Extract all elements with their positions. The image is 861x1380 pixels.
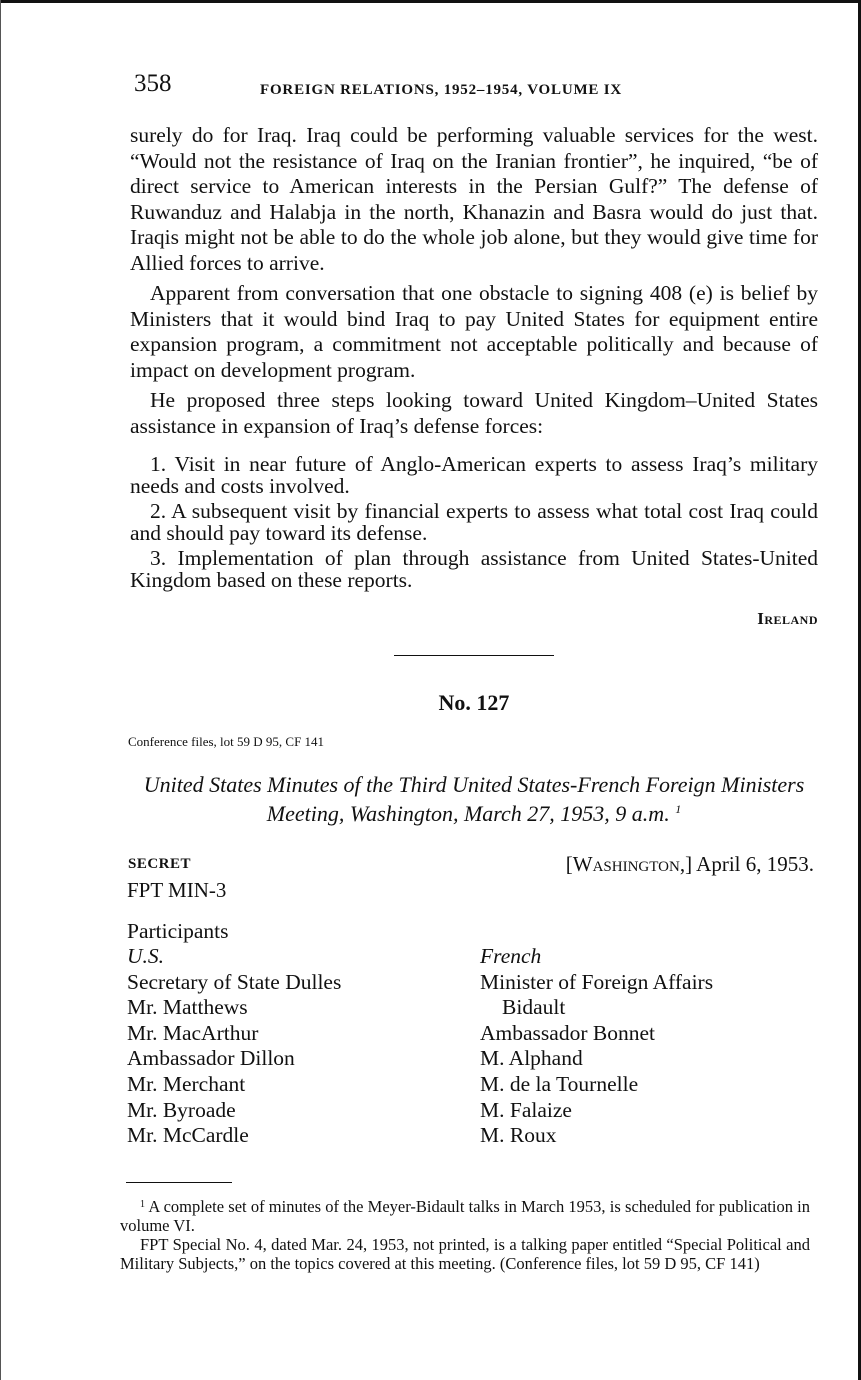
participant-name: Bidault — [502, 995, 566, 1020]
running-head — [130, 70, 818, 106]
participant-name: M. de la Tournelle — [480, 1071, 639, 1096]
participant-name: Ambassador Dillon — [127, 1046, 295, 1071]
document-title — [130, 772, 818, 826]
us-heading: U.S. — [127, 944, 165, 968]
footnote — [120, 1195, 810, 1235]
scan-border-top — [0, 0, 861, 3]
participant-name: Mr. MacArthur — [127, 1020, 259, 1045]
section-divider — [394, 655, 554, 656]
footnote-text: A complete set of minutes of the Meyer-Bidault talks in March 1953, is scheduled for publication in volume VI. — [120, 1197, 811, 1235]
footnote-reference: 1 — [675, 802, 682, 816]
dateline-date: April 6, 1953. — [696, 852, 814, 876]
participant-name: Mr. Byroade — [127, 1097, 236, 1122]
step-item: 2. A subsequent visit by financial experts to assess what total cost Iraq could and should pay toward its defense. — [130, 499, 818, 545]
step-item: 1. Visit in near future of Anglo-American experts to assess Iraq’s military needs and costs involved. — [130, 452, 818, 498]
participant-name: M. Roux — [480, 1123, 557, 1148]
dateline-place: Washington, — [572, 852, 686, 876]
french-heading: French — [480, 944, 542, 968]
footnote-marker: 1 — [140, 1199, 145, 1210]
document-meta — [127, 852, 818, 918]
steps-list — [130, 453, 818, 591]
page-number: 358 — [134, 70, 172, 97]
participants-heading: Participants — [127, 919, 229, 943]
source-note: Conference files, lot 59 D 95, CF 141 — [128, 734, 325, 749]
paragraph-2: Apparent from conversation that one obstacle to signing 408 (e) is belief by Ministers that it would bind Iraq to pay United States for equipment entire expansion program, a commitment not acceptable politically and because of impact on development program. — [130, 281, 818, 382]
paragraph-1: surely do for Iraq. Iraq could be performing valuable services for the west. “Would not the resistance of Iraq on the Iranian frontier”, he inquired, “be of direct service to American interests in the Persian Gulf?” The defense of Ruwanduz and Halabja in the north, Khanazin and Basra would do just that. Iraqis might not be able to do the whole job alone, but they would give time for Allied forces to arrive. — [130, 123, 818, 275]
footnote-divider — [126, 1182, 232, 1183]
participants-section — [127, 918, 818, 1174]
french-participants-column — [480, 944, 713, 1149]
step-item: 3. Implementation of plan through assistance from United States-United Kingdom based on these reports. — [130, 546, 818, 592]
participant-name: Minister of Foreign Affairs — [480, 969, 714, 994]
participant-name: M. Alphand — [480, 1046, 583, 1071]
scan-border-left — [0, 0, 1, 1380]
participant-name: Mr. Matthews — [127, 995, 248, 1020]
dateline — [566, 852, 814, 877]
signature: Ireland — [757, 609, 818, 628]
footnotes — [120, 1195, 810, 1273]
dateline-open-bracket: [ — [565, 852, 573, 876]
participant-name: M. Falaize — [480, 1097, 572, 1122]
footnote-text: FPT Special No. 4, dated Mar. 24, 1953, not printed, is a talking paper entitled “Special Political and Military Subjects,” on the topics covered at this meeting. (Conference files, lot 59 D 95, CF 141) — [120, 1235, 810, 1273]
footnote — [120, 1235, 810, 1273]
participant-name: Secretary of State Dulles — [127, 969, 342, 994]
document-reference: FPT MIN-3 — [127, 878, 227, 902]
document-number: No. 127 — [438, 690, 510, 715]
participant-name: Mr. Merchant — [127, 1071, 246, 1096]
document-page — [120, 70, 818, 1273]
document-title-text: United States Minutes of the Third United States-French Foreign Ministers Meeting, Washington, March 27, 1953, 9 a.m. — [143, 772, 805, 826]
continuation-text — [130, 123, 818, 591]
participant-name: Mr. McCardle — [127, 1123, 249, 1148]
paragraph-3: He proposed three steps looking toward United Kingdom–United States assistance in expansion of Iraq’s defense forces: — [130, 388, 818, 438]
participant-name: Ambassador Bonnet — [480, 1020, 655, 1045]
us-participants-column — [127, 944, 341, 1149]
running-head-title: FOREIGN RELATIONS, 1952–1954, VOLUME IX — [260, 82, 623, 98]
dateline-close-bracket: ] — [685, 852, 693, 876]
classification-label: SECRET — [128, 856, 192, 872]
